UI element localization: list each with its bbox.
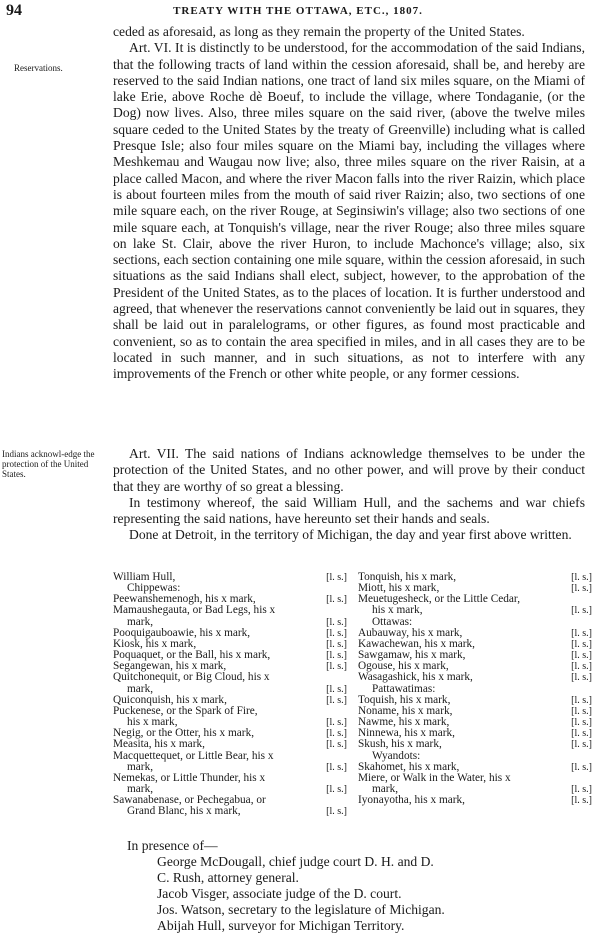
signatory-name: Miott, his x mark, — [358, 582, 440, 595]
margin-note-reservations: Reservations. — [14, 63, 63, 73]
signatory-name: Mamaushegauta, or Bad Legs, his x — [113, 604, 276, 617]
signatory-name: Nemekas, or Little Thunder, his x — [113, 771, 266, 784]
signatory-name: Meuetugesheck, or the Little Cedar, — [358, 593, 521, 606]
seal-mark: [l. s.] — [326, 694, 347, 706]
seal-mark: [l. s.] — [571, 761, 592, 773]
signatory-name: his x mark, — [372, 604, 423, 617]
signatory-name: William Hull, — [113, 571, 176, 583]
seal-mark: [l. s.] — [571, 572, 592, 583]
seal-mark: [l. s.] — [571, 705, 592, 717]
seal-mark: [l. s.] — [326, 806, 347, 818]
seal-mark: [l. s.] — [571, 627, 592, 639]
signatory-name: Toquish, his x mark, — [358, 693, 451, 706]
signatures-right-column — [358, 572, 594, 806]
signatures-left-column — [113, 572, 349, 817]
seal-mark: [l. s.] — [571, 583, 592, 595]
seal-mark: [l. s.] — [571, 795, 592, 807]
signature-row — [113, 806, 349, 817]
signatory-name: Miere, or Walk in the Water, his x — [358, 771, 511, 784]
signatory-name: Pooquigauboawie, his x mark, — [113, 626, 251, 639]
seal-mark: [l. s.] — [571, 694, 592, 706]
seal-mark: [l. s.] — [571, 783, 592, 795]
paragraph-done-at-detroit: Done at Detroit, in the territory of Michigan, the day and year first above written. — [129, 527, 572, 543]
signatory-name: mark, — [127, 615, 154, 628]
seal-mark: [l. s.] — [326, 761, 347, 773]
signatory-name: Wyandots: — [372, 749, 421, 762]
signatory-name: Skahomet, his x mark, — [358, 760, 460, 773]
seal-mark: [l. s.] — [571, 638, 592, 650]
seal-mark: [l. s.] — [571, 650, 592, 662]
signatory-name: Quiconquish, his x mark, — [113, 693, 227, 706]
witness-line: Jos. Watson, secretary to the legislature of Michigan. — [157, 902, 445, 917]
signatory-name: his x mark, — [127, 716, 178, 729]
signatory-name: Segangewan, his x mark, — [113, 660, 227, 673]
signatory-name: Pattawatimas: — [372, 682, 436, 695]
signatory-name: Tonquish, his x mark, — [358, 571, 457, 583]
signatory-name: Aubauway, his x mark, — [358, 626, 463, 639]
signature-row — [358, 795, 594, 806]
signatory-name: Measita, his x mark, — [113, 738, 205, 751]
signatory-name: mark, — [127, 682, 154, 695]
witness-line: C. Rush, attorney general. — [157, 870, 299, 885]
signatory-name: mark, — [372, 782, 399, 795]
paragraph-cession-end: ceded as aforesaid, as long as they remain the property of the United States. — [113, 24, 525, 39]
treaty-body-text-lower — [113, 446, 585, 544]
seal-mark: [l. s.] — [326, 638, 347, 650]
seal-mark: [l. s.] — [326, 717, 347, 729]
witness-line: George McDougall, chief judge court D. H. and D. — [157, 854, 434, 869]
page-header — [6, 2, 590, 22]
seal-mark: [l. s.] — [326, 683, 347, 695]
margin-note-indians: Indians acknowl-edge the protection of the United States. — [2, 449, 95, 479]
page-number: 94 — [6, 2, 22, 19]
seal-mark: [l. s.] — [326, 572, 347, 583]
signatory-name: Puckenese, or the Spark of Fire, — [113, 704, 258, 717]
seal-mark: [l. s.] — [571, 661, 592, 673]
treaty-body-text — [113, 24, 585, 383]
in-presence-of-label: In presence of— — [127, 838, 218, 853]
signatory-name: mark, — [127, 782, 154, 795]
signatory-name: Ninnewa, his x mark, — [358, 727, 455, 740]
seal-mark: [l. s.] — [326, 616, 347, 628]
signatory-name: Wasagashick, his x mark, — [358, 671, 473, 684]
signatory-name: Ottawas: — [372, 615, 413, 628]
signatory-name: Negig, or the Otter, his x mark, — [113, 727, 255, 740]
signatory-name: Noname, his x mark, — [358, 704, 453, 717]
witnesses-block — [113, 838, 589, 934]
seal-mark: [l. s.] — [571, 717, 592, 729]
seal-mark: [l. s.] — [326, 728, 347, 740]
running-title: TREATY WITH THE OTTAWA, ETC., 1807. — [173, 5, 423, 17]
paragraph-article-vi: Art. VI. It is distinctly to be understood, for the accommodation of the said Indians, that the following tracts of land within the cession aforesaid, shall be, and hereby are reserved to the said Indian nations, one tract of land six miles square, on the Miami of lake Erie, above Roche dè Boeuf, to include the village, where Tondaganie, (or the Dog) now lives. Also, three miles square on the said river, (above the twelve miles square ceded to the United States by the treaty of Greenville) including what is called Presque Isle; also four miles square on the Miami bay, including the villages where Meshkemau and Waugau now live; also, three miles square on the river Raisin, at a place called Macon, and where the river Macon falls into the river Raizin, which place is about fourteen miles from the mouth of said river Raizin; also, two sections of one mile square each, on the river Rouge, at Seginsiwin's village; also two sections of one mile square each, at Tonquish's village, near the river Rouge; also three miles square on lake St. Clair, above the river Huron, to include Machonce's village; also, six sections, each section containing one mile square, within the cession aforesaid, in such situations as the said Indians shall elect, subject, however, to the approbation of the President of the United States, as to the places of location. It is further understood and agreed, that whenever the reservations cannot conveniently be laid out in squares, they shall be laid out in paralelograms, or other figures, as found most practicable and convenient, so as to contain the area specified in miles, and in all cases they are to be located in such manner, and in such situations, as not to interfere with any improvements of the French or other white people, or any former cessions. — [113, 40, 585, 382]
seal-mark: [l. s.] — [326, 783, 347, 795]
seal-mark: [l. s.] — [326, 627, 347, 639]
seal-mark: [l. s.] — [571, 672, 592, 684]
seal-mark: [l. s.] — [571, 728, 592, 740]
signatory-name: Quitchonequit, or Big Cloud, his x — [113, 671, 270, 684]
seal-mark: [l. s.] — [571, 739, 592, 751]
signatory-name: mark, — [127, 760, 154, 773]
seal-mark: [l. s.] — [326, 661, 347, 673]
paragraph-article-vii: Art. VII. The said nations of Indians acknowledge themselves to be under the protection of the United States, and no other power, and will prove by their conduct that they are worthy of so great a blessing. — [113, 446, 585, 494]
signatory-name: Kawachewan, his x mark, — [358, 637, 476, 650]
signatory-name: Chippewas: — [127, 582, 181, 595]
signatory-name: Grand Blanc, his x mark, — [127, 805, 241, 818]
signatory-name: Macquettequet, or Little Bear, his x — [113, 749, 274, 762]
seal-mark: [l. s.] — [571, 605, 592, 617]
signatory-name: Sawanabenase, or Pechegabua, or — [113, 794, 266, 807]
witness-line: Abijah Hull, surveyor for Michigan Territory. — [157, 918, 405, 933]
seal-mark: [l. s.] — [326, 594, 347, 606]
signatory-name: Peewanshemenogh, his x mark, — [113, 593, 256, 606]
signatory-name: Sawgamaw, his x mark, — [358, 649, 466, 662]
paragraph-testimony: In testimony whereof, the said William Hull, and the sachems and war chiefs representing the said nations, have hereunto set their hands and seals. — [113, 494, 585, 527]
signatory-name: Nawme, his x mark, — [358, 716, 450, 729]
signatory-name: Iyonayotha, his x mark, — [358, 794, 465, 807]
witness-line: Jacob Visger, associate judge of the D. court. — [157, 886, 402, 901]
signatory-name: Ogouse, his x mark, — [358, 660, 449, 673]
signatory-name: Kiosk, his x mark, — [113, 637, 197, 650]
seal-mark: [l. s.] — [326, 739, 347, 751]
signatory-name: Poquaquet, or the Ball, his x mark, — [113, 649, 271, 662]
seal-mark: [l. s.] — [326, 650, 347, 662]
signatory-name: Skush, his x mark, — [358, 738, 442, 751]
